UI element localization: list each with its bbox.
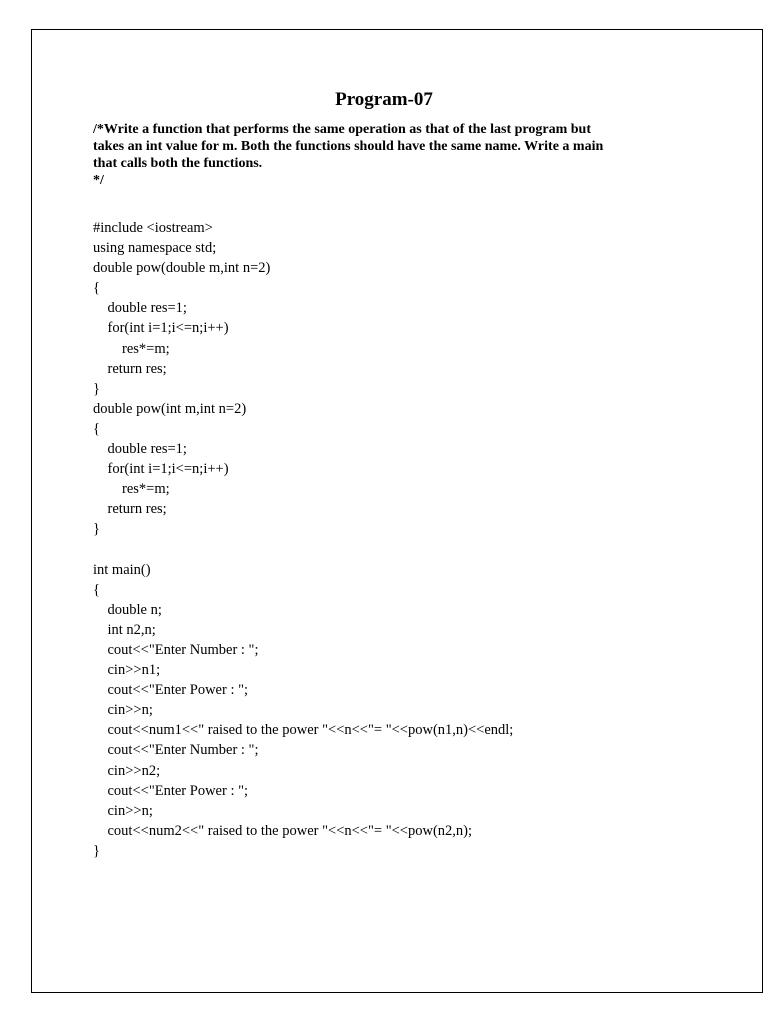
code-line: cout<<"Enter Number : ";: [93, 742, 259, 759]
code-line: #include <iostream>: [93, 220, 213, 236]
code-line: double res=1;: [93, 441, 187, 458]
code-line: cout<<num1<<" raised to the power "<<n<<"= "<<pow(n1,n)<<endl;: [93, 722, 514, 739]
code-line: cin>>n2;: [93, 762, 161, 779]
code-line: cout<<"Enter Power : ";: [93, 682, 249, 699]
code-line: int n2,n;: [93, 621, 156, 638]
code-line: {: [93, 280, 100, 297]
code-listing: [93, 218, 513, 861]
code-line: cout<<"Enter Power : ";: [93, 782, 249, 799]
code-line: res*=m;: [93, 340, 170, 357]
comment-line: takes an int value for m. Both the functions should have the same name. Write a main: [93, 139, 604, 154]
code-line: }: [93, 521, 100, 538]
code-line: cin>>n;: [93, 702, 153, 719]
code-line: cout<<"Enter Number : ";: [93, 641, 259, 658]
comment-line: */: [93, 173, 104, 188]
code-line: }: [93, 380, 100, 397]
code-line: [93, 540, 513, 560]
code-line: double res=1;: [93, 300, 187, 317]
code-line: int main(): [93, 561, 151, 578]
code-line: res*=m;: [93, 481, 170, 498]
code-line: cout<<num2<<" raised to the power "<<n<<"= "<<pow(n2,n);: [93, 822, 473, 839]
problem-statement-comment: [93, 121, 683, 189]
code-line: {: [93, 581, 100, 598]
code-line: cin>>n;: [93, 802, 153, 819]
comment-line: that calls both the functions.: [93, 156, 263, 171]
code-line: cin>>n1;: [93, 662, 161, 679]
code-line: return res;: [93, 360, 167, 377]
code-line: return res;: [93, 501, 167, 518]
page-title: Program-07: [335, 89, 433, 110]
code-line: double n;: [93, 601, 162, 618]
code-line: {: [93, 420, 100, 437]
code-line: }: [93, 842, 100, 859]
comment-line: /*Write a function that performs the same operation as that of the last program but: [93, 122, 591, 137]
code-line: for(int i=1;i<=n;i++): [93, 461, 229, 478]
code-line: for(int i=1;i<=n;i++): [93, 320, 229, 337]
code-line: using namespace std;: [93, 240, 217, 257]
code-line: double pow(double m,int n=2): [93, 260, 271, 277]
code-line: double pow(int m,int n=2): [93, 400, 247, 417]
